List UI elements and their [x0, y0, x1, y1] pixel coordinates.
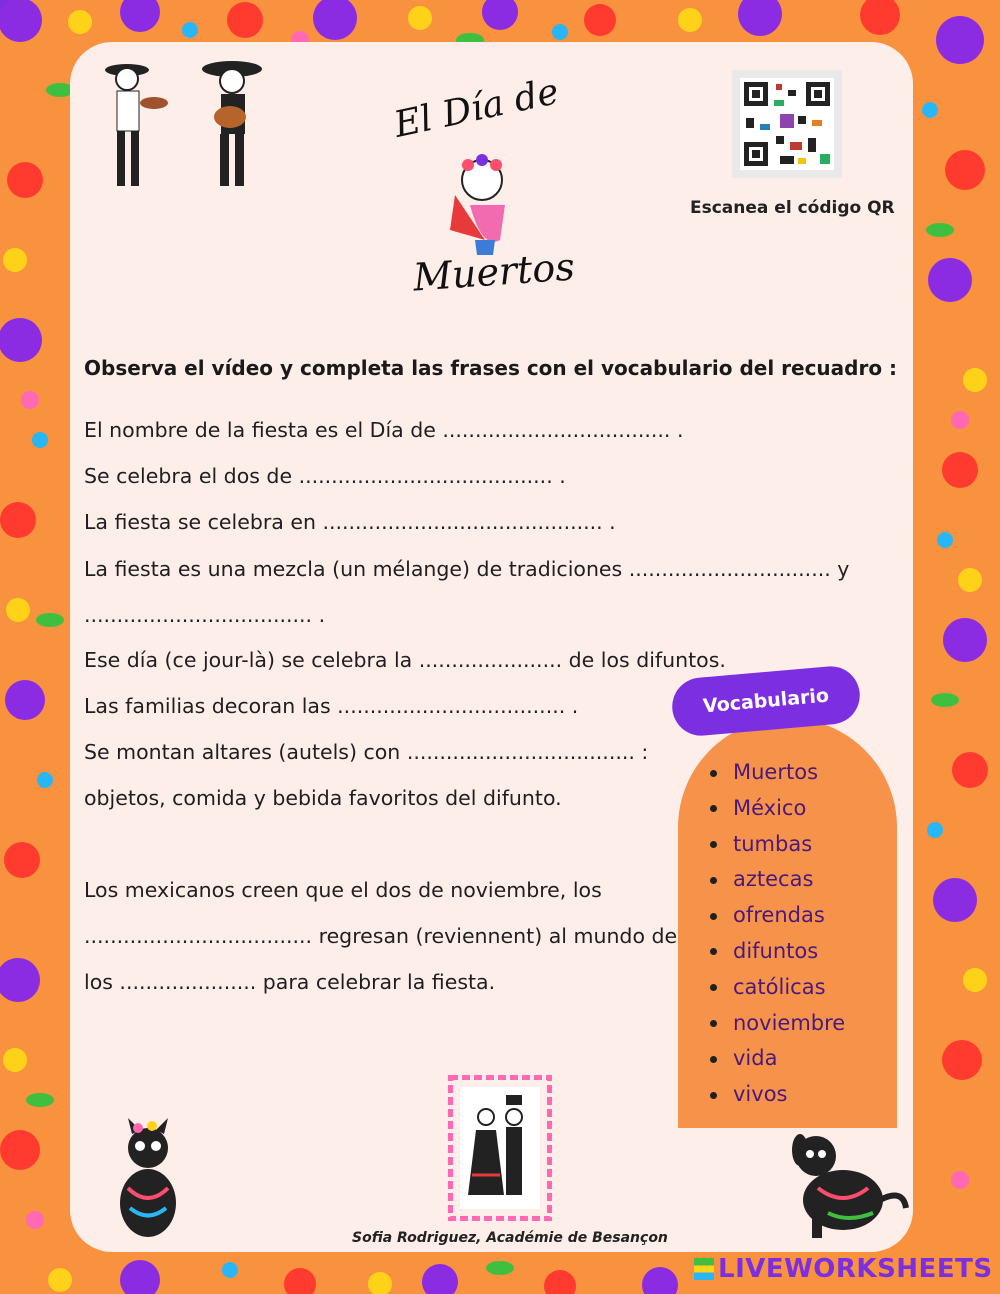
list-item [710, 1077, 845, 1113]
vocabulary-title: Vocabulario [670, 664, 862, 738]
list-item [710, 934, 845, 970]
vocab-word: difuntos [733, 938, 819, 963]
brand-text: LIVEWORKSHEETS [718, 1254, 993, 1284]
title-line1: El Día de [390, 71, 563, 146]
title-logo [385, 70, 575, 315]
sentence-4: La fiesta es una mezcla (un mélange) de tradiciones ............................... y [84, 557, 850, 581]
qr-caption: Escanea el código QR [690, 198, 895, 218]
bullet-icon [710, 948, 717, 955]
bullet-icon [710, 1020, 717, 1027]
skeleton-couple-illustration [448, 1075, 552, 1221]
bullet-icon [710, 984, 717, 991]
skeleton-dog-illustration [788, 1128, 913, 1243]
liveworksheets-brand[interactable] [694, 1252, 993, 1286]
sentence-8: Los mexicanos creen que el dos de noviembre, los [84, 878, 602, 902]
vocab-word: tumbas [733, 831, 813, 856]
author-credit: Sofia Rodriguez, Académie de Besançon [352, 1230, 668, 1246]
bullet-icon [710, 1092, 717, 1099]
sentence-4-continued: ................................... . [84, 603, 326, 627]
vocab-word: ofrendas [733, 903, 825, 928]
vocabulary-list [710, 755, 845, 1113]
bullet-icon [710, 841, 717, 848]
vocab-word: católicas [733, 974, 826, 999]
vocab-word: aztecas [733, 867, 814, 892]
title-line2: Muertos [411, 244, 577, 300]
sentence-8-end: los ..................... para celebrar la fiesta. [84, 970, 496, 994]
skeleton-cat-illustration [108, 1118, 188, 1243]
qr-code-icon [732, 70, 842, 178]
list-item [710, 755, 845, 791]
sentence-2: Se celebra el dos de ....................................... . [84, 464, 566, 488]
sentence-5: Ese día (ce jour-là) se celebra la ...................... de los difuntos. [84, 648, 726, 672]
sentence-8-continued: ................................... regresan (reviennent) al mundo de [84, 924, 678, 948]
bullet-icon [710, 913, 717, 920]
vocab-word: vivos [733, 1082, 788, 1107]
vocab-word: México [733, 795, 807, 820]
vocab-word: vida [733, 1046, 778, 1071]
sentence-3: La fiesta se celebra en ........................................... . [84, 510, 616, 534]
vocab-word: Muertos [733, 760, 819, 784]
list-item [710, 1006, 845, 1042]
sentence-7-continued: objetos, comida y bebida favoritos del difunto. [84, 786, 562, 810]
mariachi-skeletons-illustration [92, 55, 282, 195]
sentence-1: El nombre de la fiesta es el Día de ................................... . [84, 418, 684, 442]
list-item [710, 862, 845, 898]
list-item [710, 827, 845, 863]
list-item [710, 791, 845, 827]
bullet-icon [710, 805, 717, 812]
qr-code[interactable] [732, 70, 842, 178]
liveworksheets-logo-icon [694, 1258, 714, 1280]
instruction-text: Observa el vídeo y completa las frases con el vocabulario del recuadro : [84, 356, 898, 380]
vocab-word: noviembre [733, 1010, 846, 1035]
bullet-icon [710, 1056, 717, 1063]
list-item [710, 898, 845, 934]
sentence-7: Se montan altares (autels) con ................................... : [84, 740, 649, 764]
list-item [710, 1041, 845, 1077]
bullet-icon [710, 877, 717, 884]
bullet-icon [710, 770, 717, 777]
sentence-6: Las familias decoran las ................................... . [84, 694, 579, 718]
list-item [710, 970, 845, 1006]
